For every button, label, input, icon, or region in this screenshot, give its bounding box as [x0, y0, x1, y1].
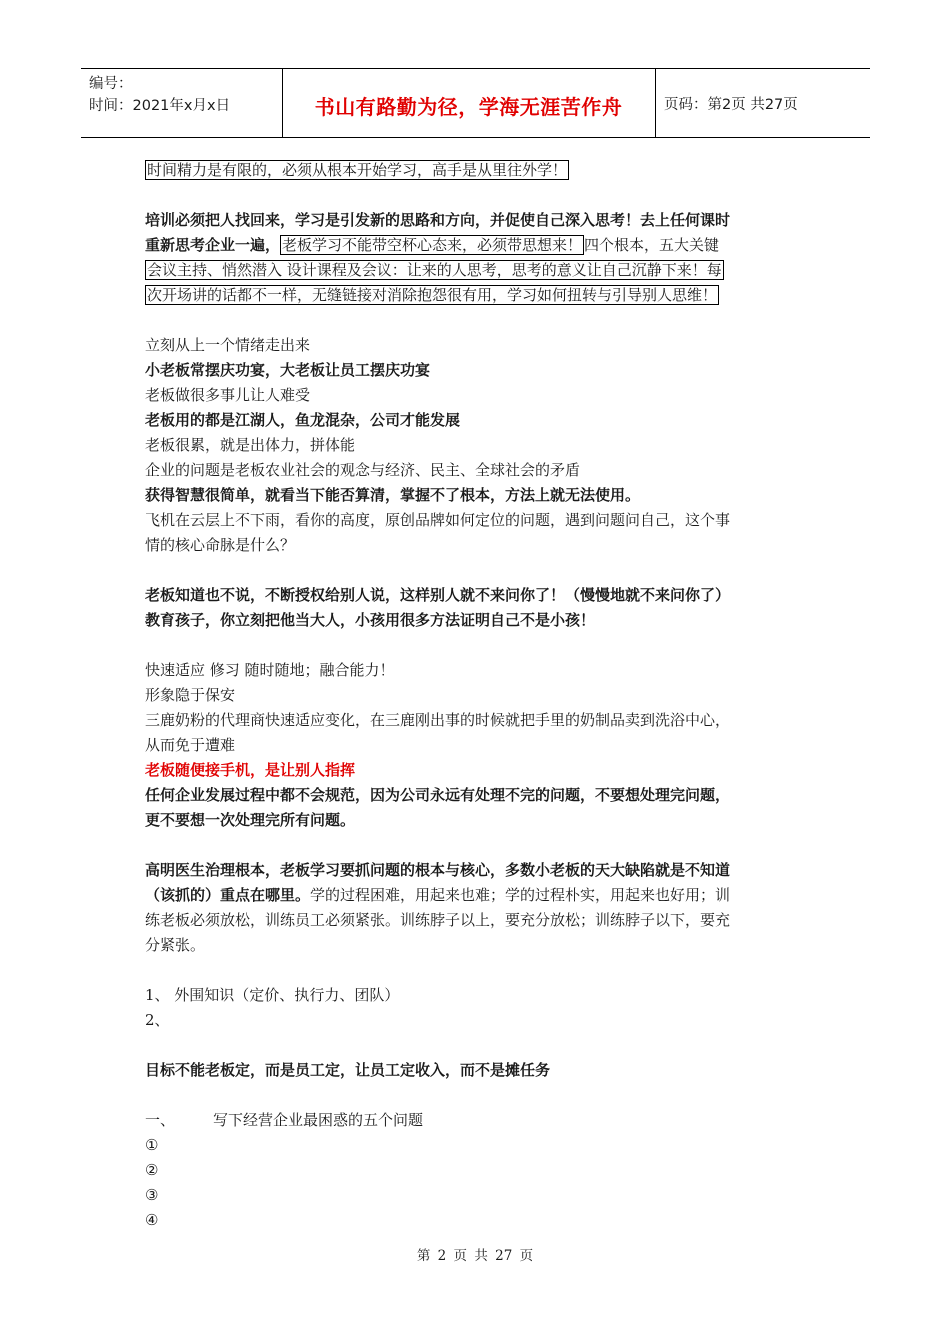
text-line: 分紧张。 — [145, 936, 206, 954]
boxed-text: 次开场讲的话都不一样，无缝链接对消除抱怨很有用，学习如何扭转与引导别人思维！ — [147, 286, 718, 304]
text-line: 从而免于遭难 — [145, 736, 236, 754]
boxed-text: 时间精力是有限的，必须从根本开始学习，高手是从里往外学！ — [147, 161, 568, 179]
text-line — [145, 258, 724, 283]
header-meta — [89, 73, 230, 117]
text-line: 老板很累，就是出体力，拼体能 — [145, 436, 356, 454]
text-line: （该抓的）重点在哪里。学的过程困难，用起来也难；学的过程朴实，用起来也好用；训 — [145, 886, 731, 904]
list-item: ④ — [145, 1211, 159, 1229]
list-item: 一、 写下经营企业最困惑的五个问题 — [145, 1111, 424, 1129]
text-line: 教育孩子，你立刻把他当大人，小孩用很多方法证明自己不是小孩！ — [145, 611, 596, 629]
list-item: 2、 — [145, 1011, 170, 1029]
list-item: ① — [145, 1136, 159, 1154]
header-date: 时间：2021年x月x日 — [89, 98, 231, 114]
header-divider-right — [655, 69, 656, 137]
text-line: 练老板必须放松，训练员工必须紧张。训练脖子以上，要充分放松；训练脖子以下，要充 — [145, 911, 731, 929]
text-line — [145, 158, 569, 183]
list-item: 1、 外围知识（定价、执行力、团队） — [145, 986, 400, 1004]
text-line: 企业的问题是老板农业社会的观念与经济、民主、全球社会的矛盾 — [145, 461, 581, 479]
text-line: 目标不能老板定，而是员工定，让员工定收入，而不是摊任务 — [145, 1061, 551, 1079]
list-item: ③ — [145, 1186, 159, 1204]
text-line: 高明医生治理根本，老板学习要抓问题的根本与核心，多数小老板的天大缺陷就是不知道 — [145, 861, 731, 879]
text-line: 老板知道也不说，不断授权给别人说，这样别人就不来问你了！（慢慢地就不来问你了） — [145, 586, 731, 604]
text-line: 任何企业发展过程中都不会规范，因为公司永远有处理不完的问题，不要想处理完问题， — [145, 786, 731, 804]
text-line: 老板做很多事儿让人难受 — [145, 386, 311, 404]
text-line: 飞机在云层上不下雨，看你的高度，原创品牌如何定位的问题，遇到问题问自己，这个事 — [145, 511, 731, 529]
text-line: 获得智慧很简单，就看当下能否算清，掌握不了根本，方法上就无法使用。 — [145, 486, 641, 504]
text-line: 三鹿奶粉的代理商快速适应变化，在三鹿刚出事的时候就把手里的奶制品卖到洗浴中心， — [145, 711, 731, 729]
text-line: 立刻从上一个情绪走出来 — [145, 336, 311, 354]
text-line: 快速适应 修习 随时随地；融合能力！ — [145, 661, 395, 679]
text-line — [145, 283, 719, 308]
page-footer: 第 2 页 共 27 页 — [416, 1248, 534, 1264]
header-page-info: 页码：第2页 共27页 — [664, 97, 798, 113]
boxed-text: 会议主持、悄然潜入 设计课程及会议：让来的人思考，思考的意义让自己沉静下来！每 — [147, 261, 722, 279]
page-header — [81, 68, 870, 138]
text-line: 培训必须把人找回来，学习是引发新的思路和方向，并促使自己深入思考！去上任何课时 — [145, 211, 731, 229]
highlight-line: 老板随便接手机，是让别人指挥 — [145, 761, 356, 779]
boxed-text: 老板学习不能带空杯心态来，必须带思想来！ — [282, 236, 583, 254]
text-line: 老板用的都是江湖人，鱼龙混杂，公司才能发展 — [145, 411, 461, 429]
text-line: 小老板常摆庆功宴，大老板让员工摆庆功宴 — [145, 361, 431, 379]
header-motto: 书山有路勤为径，学海无涯苦作舟 — [314, 95, 623, 119]
text-line: 形象隐于保安 — [145, 686, 236, 704]
list-item: ② — [145, 1161, 159, 1179]
text-line: 情的核心命脉是什么？ — [145, 536, 296, 554]
text-line: 更不要想一次处理完所有问题。 — [145, 811, 356, 829]
header-number: 编号： — [89, 76, 133, 92]
text-line: 重新思考企业一遍， 老板学习不能带空杯心态来，必须带思想来！ 四个根本，五大关键 — [145, 236, 720, 254]
